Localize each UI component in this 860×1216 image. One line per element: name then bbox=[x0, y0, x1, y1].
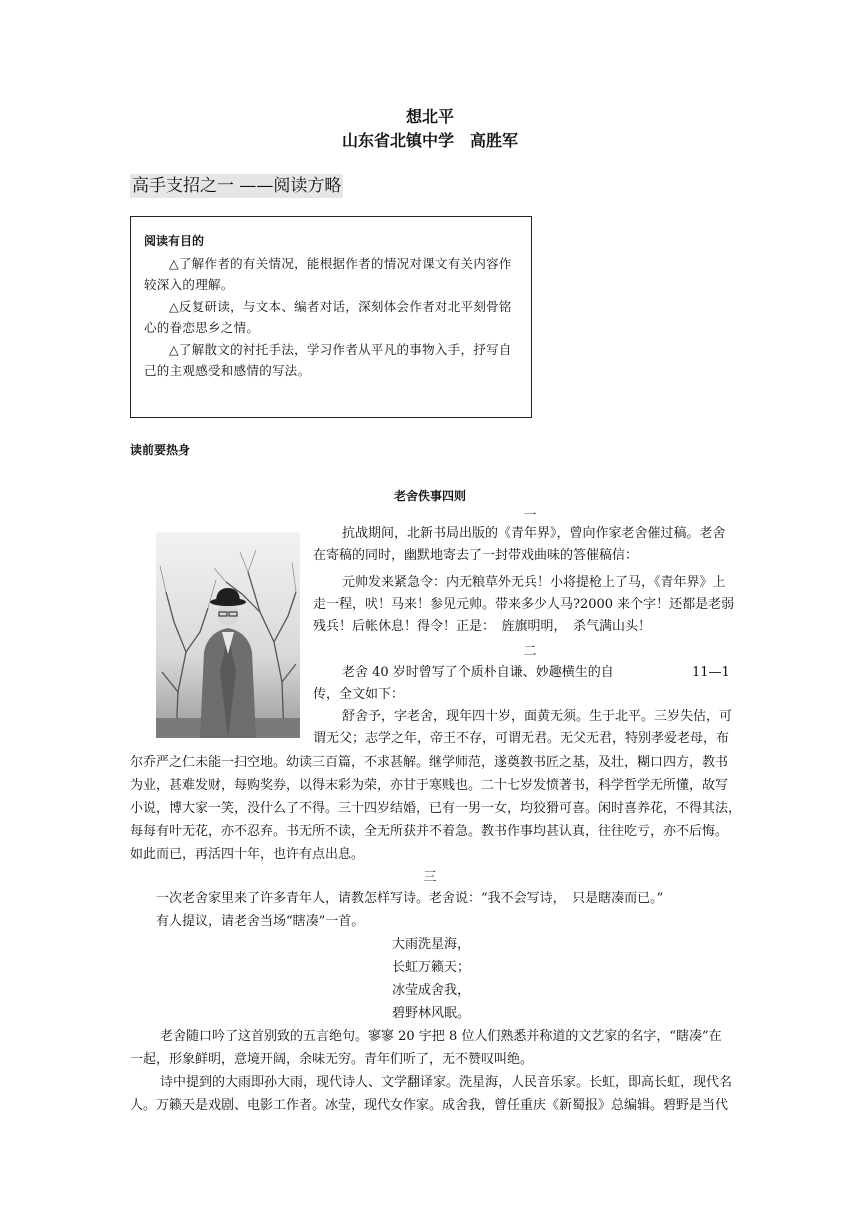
reading-goal-item: △了解散文的衬托手法，学习作者从平凡的事物入手，抒写自己的主观感受和感情的写法。 bbox=[144, 341, 512, 378]
section-heading: 高手支招之一 ——阅读方略 bbox=[132, 176, 342, 196]
poem-line: 长虹万籁天； bbox=[392, 960, 471, 975]
paragraph-line: 老舍 40 岁时曾写了个质朴自谦、妙趣横生的自 bbox=[342, 665, 614, 680]
paragraph-line: 每每有叶无花，亦不忍弃。书无所不读，全无所获并不着急。教书作事均甚认真，往往吃亏，亦不后悔。 bbox=[130, 824, 729, 839]
section-numeral: 三 bbox=[423, 870, 437, 885]
paragraph-line: 小说，博大家一笑，没什么了不得。三十四岁结婚，已有一男一女，均狡猾可喜。闲时喜养花，不得其法， bbox=[130, 801, 742, 816]
reading-goal-item: △反复研读，与文本、编者对话，深刻体会作者对北平刻骨铭心的眷恋思乡之情。 bbox=[144, 298, 512, 335]
page-note: 11—1 bbox=[692, 665, 730, 680]
paragraph-line: 抗战期间，北新书局出版的《青年界》，曾向作家老舍催过稿。老舍 bbox=[342, 526, 726, 541]
paragraph-line: 一起，形象鲜明，意境开阔，余味无穷。青年们听了，无不赞叹叫绝。 bbox=[130, 1052, 534, 1067]
warmup-label: 读前要热身 bbox=[130, 443, 191, 457]
paragraph-line: 一次老舍家里来了许多青年人，请教怎样写诗。老舍说：“我不会写诗， 只是瞎凑而已。” bbox=[156, 891, 664, 906]
paragraph-line: 尔乔严之仁未能一扫空地。幼读三百篇，不求甚解。继学师范，遂奠教书匠之基，及壮，糊口四方，教书 bbox=[130, 755, 729, 770]
poem-line: 大雨洗星海， bbox=[392, 937, 471, 952]
section-numeral: 一 bbox=[523, 508, 537, 523]
author-photo-image bbox=[156, 532, 300, 738]
author-photo bbox=[156, 532, 300, 738]
paragraph-line: 元帅发来紧急令：内无粮草外无兵！小将提枪上了马，《青年界》上 bbox=[342, 575, 726, 590]
paragraph-line: 谓无父；志学之年，帝王不存，可谓无君。无父无君，特别孝爱老母，布 bbox=[313, 731, 730, 746]
paragraph-line: 人。万籁天是戏剧、电影工作者。冰莹，现代女作家。成舍我，曾任重庆《新蜀报》总编辑。碧野是当代 bbox=[130, 1098, 729, 1113]
paragraph-line: 舒舍予，字老舍，现年四十岁，面黄无须。生于北平。三岁失估，可 bbox=[342, 709, 733, 724]
paragraph-line: 如此而已，再活四十年，也许有点出息。 bbox=[130, 847, 365, 862]
paragraph-line: 传，全文如下： bbox=[313, 687, 405, 702]
paragraph-line: 残兵！后帐休息！得令！正是： 旌旗明明， 杀气满山头！ bbox=[313, 619, 652, 634]
poem-line: 碧野林风眠。 bbox=[392, 1006, 471, 1021]
paragraph-line: 在寄稿的同时，幽默地寄去了一封带戏曲味的答催稿信： bbox=[313, 548, 639, 563]
reading-goal-item: △了解作者的有关情况，能根据作者的情况对课文有关内容作较深入的理解。 bbox=[144, 255, 512, 292]
author-line: 山东省北镇中学 高胜军 bbox=[341, 131, 518, 150]
story-title: 老舍佚事四则 bbox=[393, 489, 466, 503]
paragraph-line: 为业，甚难发财，每购奖券，以得末彩为荣，亦甘于寒贱也。二十七岁发愤著书，科学哲学无所懂，故写 bbox=[130, 778, 729, 793]
section-numeral: 二 bbox=[523, 644, 537, 659]
reading-goals-title: 阅读有目的 bbox=[144, 234, 205, 248]
paragraph-line: 诗中提到的大雨即孙大雨，现代诗人、文学翻译家。洗星海，人民音乐家。长虹，即高长虹，现代名 bbox=[160, 1075, 733, 1090]
paragraph-line: 老舍随口吟了这首别致的五言绝句。寥寥 20 宇把 8 位人们熟悉并称道的文艺家的名字，“瞎凑”在 bbox=[160, 1029, 722, 1044]
reading-goals-box bbox=[130, 216, 532, 418]
paragraph-line: 走一程，吠！马来！参见元帅。带来多少人马?2000 来个字！还都是老弱 bbox=[313, 597, 735, 612]
paragraph-line: 有人提议，请老舍当场“瞎凑”一首。 bbox=[156, 914, 365, 929]
document-title: 想北平 bbox=[405, 107, 454, 126]
poem-line: 冰莹成舍我， bbox=[392, 983, 471, 998]
